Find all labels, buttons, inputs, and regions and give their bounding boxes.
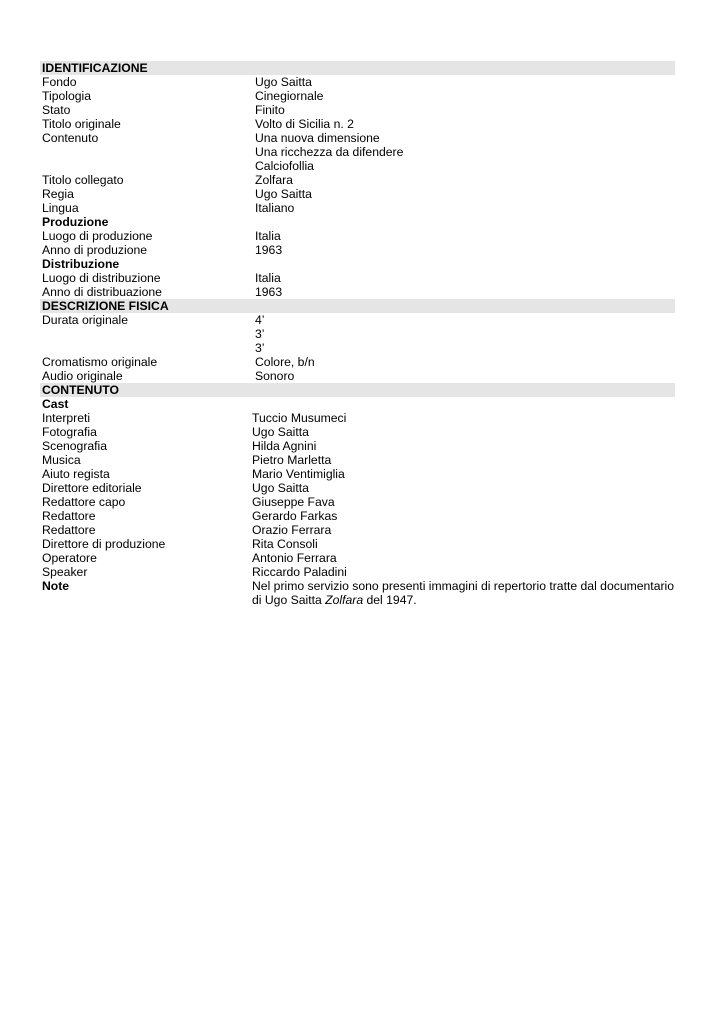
cast-person: Mario Ventimiglia: [252, 467, 345, 481]
value-regia: Ugo Saitta: [255, 187, 312, 201]
value-luogo-distribuzione: Italia: [255, 271, 281, 285]
value-audio: Sonoro: [255, 369, 295, 383]
row-contenuto: [40, 131, 675, 173]
label-durata: Durata originale: [42, 313, 129, 327]
cast-person: Antonio Ferrara: [252, 551, 337, 565]
cast-role: Redattore: [42, 509, 96, 523]
label-regia: Regia: [42, 187, 74, 201]
cast-role: Redattore capo: [42, 495, 126, 509]
cast-row: [40, 495, 675, 509]
cast-role: Speaker: [42, 565, 88, 579]
section-contenuto: CONTENUTO: [40, 383, 675, 397]
section-identificazione: IDENTIFICAZIONE: [40, 61, 675, 75]
cast-row: [40, 425, 675, 439]
value-tipologia: Cinegiornale: [255, 89, 324, 103]
cast-role: Musica: [42, 453, 81, 467]
label-contenuto: Contenuto: [42, 131, 99, 145]
label-anno-produzione: Anno di produzione: [42, 243, 148, 257]
row-audio: [40, 369, 675, 383]
cast-row: [40, 467, 675, 481]
cast-person: Hilda Agnini: [252, 439, 317, 453]
cast-person: Giuseppe Fava: [252, 495, 335, 509]
row-tipologia: [40, 89, 675, 103]
label-luogo-produzione: Luogo di produzione: [42, 229, 153, 243]
row-note: [40, 579, 675, 607]
cast-person: Ugo Saitta: [252, 425, 309, 439]
cast-role: Direttore editoriale: [42, 481, 142, 495]
value-stato: Finito: [255, 103, 285, 117]
durata-item: 4’: [255, 313, 265, 327]
note-italic-title: Zolfara: [325, 593, 364, 607]
cast-person: Rita Consoli: [252, 537, 318, 551]
heading-produzione: Produzione: [42, 215, 109, 229]
cast-role: Redattore: [42, 523, 96, 537]
value-anno-distribuzione: 1963: [255, 285, 283, 299]
label-luogo-distribuzione: Luogo di distribuzione: [42, 271, 161, 285]
label-anno-distribuzione: Anno di distribuazione: [42, 285, 162, 299]
durata-item: 3’: [255, 341, 265, 355]
row-titolo-originale: [40, 117, 675, 131]
label-tipologia: Tipologia: [42, 89, 92, 103]
row-anno-distribuzione: [40, 285, 675, 299]
value-lingua: Italiano: [255, 201, 295, 215]
cast-row: [40, 453, 675, 467]
durata-item: 3’: [255, 327, 265, 341]
cast-row: [40, 509, 675, 523]
cast-person: Gerardo Farkas: [252, 509, 338, 523]
cast-person: Pietro Marletta: [252, 453, 332, 467]
cast-role: Aiuto regista: [42, 467, 110, 481]
label-titolo-originale: Titolo originale: [42, 117, 121, 131]
label-note: Note: [42, 579, 70, 593]
note-text: Nel primo servizio sono presenti immagini di repertorio tratte dal documentario di Ugo Saitta: [252, 579, 675, 607]
cast-person: Ugo Saitta: [252, 481, 309, 495]
value-cromatismo: Colore, b/n: [255, 355, 315, 369]
value-note: [252, 579, 675, 607]
value-titolo-originale: Volto di Sicilia n. 2: [255, 117, 354, 131]
cast-role: Direttore di produzione: [42, 537, 166, 551]
label-titolo-collegato: Titolo collegato: [42, 173, 124, 187]
note-text-end: del 1947.: [363, 593, 417, 607]
heading-distribuzione: Distribuzione: [42, 257, 120, 271]
value-luogo-produzione: Italia: [255, 229, 281, 243]
cast-row: [40, 537, 675, 551]
label-stato: Stato: [42, 103, 71, 117]
row-stato: [40, 103, 675, 117]
cast-person: Orazio Ferrara: [252, 523, 332, 537]
cast-role: Fotografia: [42, 425, 97, 439]
cast-row: [40, 411, 675, 425]
cast-role: Interpreti: [42, 411, 91, 425]
cast-row: [40, 523, 675, 537]
row-cromatismo: [40, 355, 675, 369]
row-lingua: [40, 201, 675, 215]
cast-role: Scenografia: [42, 439, 108, 453]
row-luogo-produzione: [40, 229, 675, 243]
value-durata: [255, 313, 675, 355]
value-contenuto: [255, 131, 675, 173]
contenuto-item: Una nuova dimensione: [255, 131, 380, 145]
catalog-record: [40, 61, 675, 607]
row-durata: [40, 313, 675, 355]
label-audio: Audio originale: [42, 369, 123, 383]
row-anno-produzione: [40, 243, 675, 257]
contenuto-item: Una ricchezza da difendere: [255, 145, 404, 159]
row-luogo-distribuzione: [40, 271, 675, 285]
cast-person: Tuccio Musumeci: [252, 411, 347, 425]
value-fondo: Ugo Saitta: [255, 75, 312, 89]
cast-row: [40, 565, 675, 579]
cast-row: [40, 439, 675, 453]
value-titolo-collegato: Zolfara: [255, 173, 293, 187]
label-fondo: Fondo: [42, 75, 77, 89]
cast-row: [40, 551, 675, 565]
row-titolo-collegato: [40, 173, 675, 187]
value-anno-produzione: 1963: [255, 243, 283, 257]
label-lingua: Lingua: [42, 201, 79, 215]
contenuto-item: Calciofollia: [255, 159, 314, 173]
cast-list: [40, 411, 675, 579]
label-cromatismo: Cromatismo originale: [42, 355, 158, 369]
cast-row: [40, 481, 675, 495]
cast-role: Operatore: [42, 551, 97, 565]
section-descrizione-fisica: DESCRIZIONE FISICA: [40, 299, 675, 313]
cast-person: Riccardo Paladini: [252, 565, 347, 579]
row-fondo: [40, 75, 675, 89]
row-regia: [40, 187, 675, 201]
heading-cast: Cast: [42, 397, 69, 411]
